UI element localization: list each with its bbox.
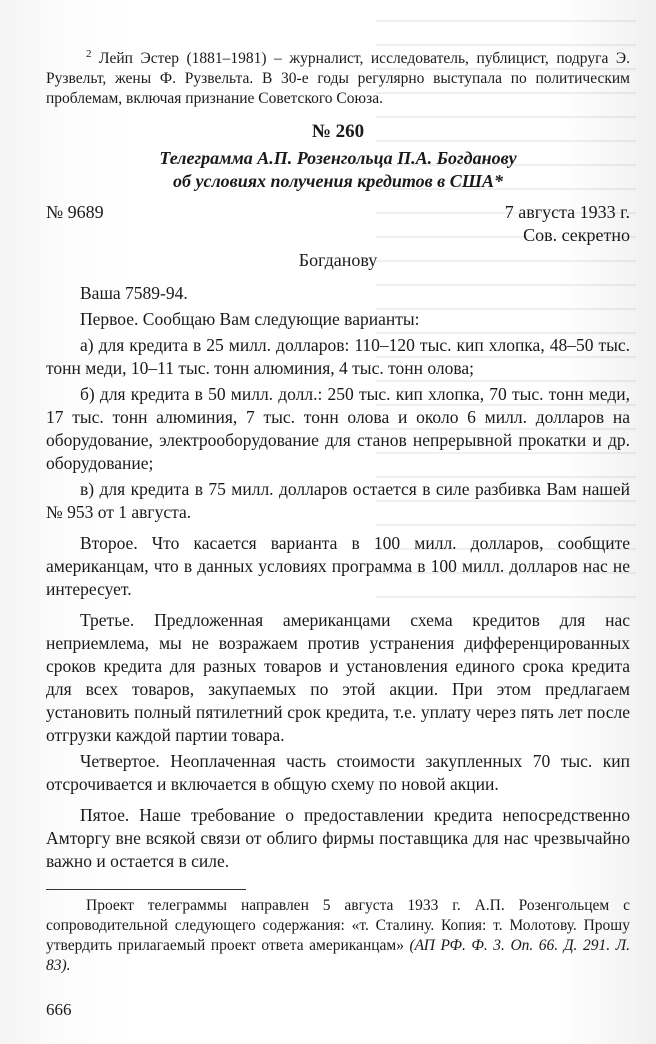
document-number: № 260 xyxy=(311,121,365,143)
footnote-bottom-text: Проект телеграммы направлен 5 августа 1933 г. А.П. Розенгольцем с сопроводительной следующего содержания: «т. Сталину. Копия: т. Молотову. Прошу утвердить прилагаемый проект ответа американцам» xyxy=(46,897,630,955)
body-paragraph: Второе. Что касается варианта в 100 милл. долларов, сообщите американцам, что в данных условиях программа в 100 милл. долларов нас не интересует. xyxy=(46,533,630,600)
body-paragraph: в) для кредита в 75 милл. долларов остается в силе разбивка Вам нашей № 953 от 1 августа. xyxy=(46,479,630,523)
archive-source: (АП РФ. Ф. 3. Оп. 66. Д. 291. Л. 83). xyxy=(46,937,630,975)
addressee: Богданову xyxy=(298,250,378,271)
body-paragraph: Третье. Предложенная американцами схема кредитов для нас неприемлема, мы не возражаем против устранения дифференцированных сроков кредита для разных товаров и установления единого срока кредита для всех товаров, закупаемых по этой акции. При этом предлагаем установить полный пятилетний срок кредита, т.е. уплату через пять лет после отгрузки каждой партии товара. xyxy=(46,610,630,746)
body-paragraph: б) для кредита в 50 милл. долл.: 250 тыс. кип хлопка, 70 тыс. тонн меди, 17 тыс. тонн алюминия, 7 тыс. тонн олова и около 6 милл. долларов на оборудование, электрооборудование для станов непрерывной прокатки и др. оборудование; xyxy=(46,384,630,474)
footnote-divider xyxy=(46,889,246,890)
document-title-line1: Телеграмма А.П. Розенгольца П.А. Богданову xyxy=(159,148,517,169)
document-date: 7 августа 1933 г. xyxy=(504,202,630,223)
body-paragraph: Пятое. Наше требование о предоставлении кредита непосредственно Амторгу вне всякой связи от облиго фирмы поставщика для нас чрезвычайно важно и остается в силе. xyxy=(46,805,630,872)
page-content xyxy=(46,44,630,976)
body-paragraph: а) для кредита в 25 милл. долларов: 110–120 тыс. кип хлопка, 48–50 тыс. тонн меди, 10–11 тыс. тонн алюминия, 4 тыс. тонн олова; xyxy=(46,335,630,379)
secrecy-stamp: Сов. секретно xyxy=(523,225,630,246)
body-paragraph: Четвертое. Неоплаченная часть стоимости закупленных 70 тыс. кип отсрочивается и включается в общую схему по новой акции. xyxy=(46,751,630,795)
footnote-top-text: Лейп Эстер (1881–1981) – журналист, исследователь, публицист, подруга Э. Рузвельт, жены Ф. Рузвельта. В 30-е годы регулярно выступала по политическим проблемам, включая признание Советского Союза. xyxy=(46,50,630,108)
page-number: 666 xyxy=(46,1000,72,1019)
body-paragraph: Первое. Сообщаю Вам следующие варианты: xyxy=(80,309,420,330)
reference-number: № 9689 xyxy=(46,202,104,223)
footnote-bottom xyxy=(46,896,630,976)
document-meta xyxy=(46,201,630,224)
document-title xyxy=(46,147,630,193)
footnote-marker: 2 xyxy=(86,48,92,60)
document-title-line2: об условиях получения кредитов в США* xyxy=(172,171,504,192)
body-paragraph: Ваша 7589-94. xyxy=(80,283,188,304)
footnote-top xyxy=(46,44,630,109)
